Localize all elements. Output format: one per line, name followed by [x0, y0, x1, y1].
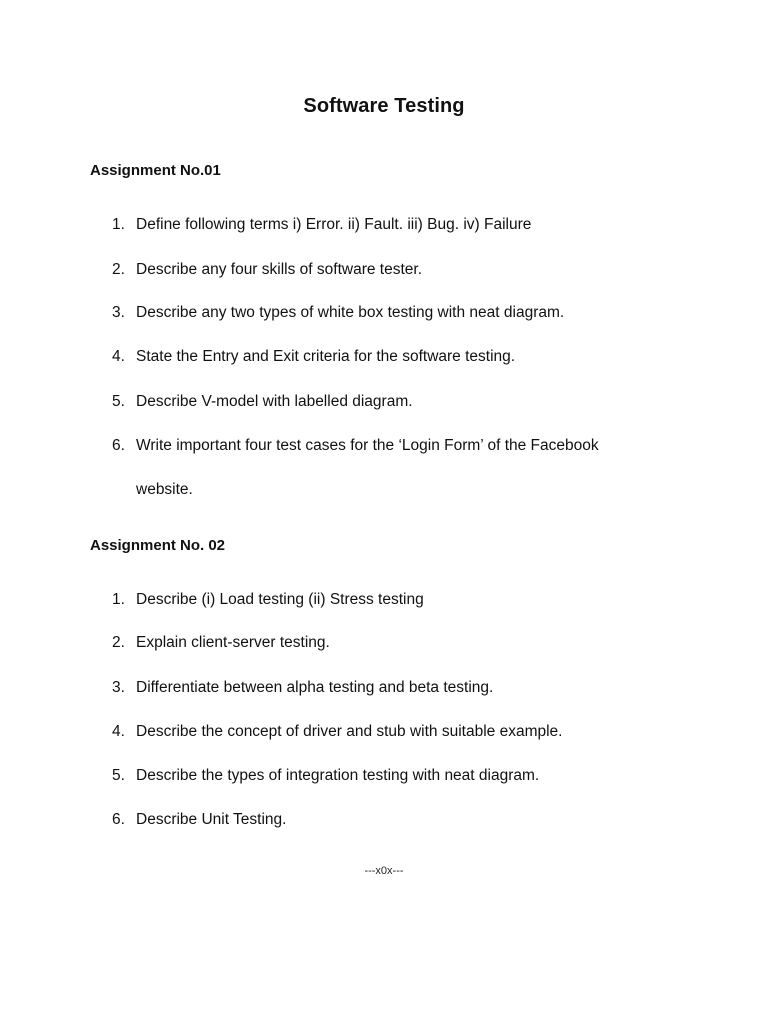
- list-item-number: 3.: [112, 304, 125, 321]
- assignment-1-heading: Assignment No.01: [90, 162, 221, 179]
- list-item-number: 6.: [112, 811, 125, 828]
- list-item-number: 2.: [112, 261, 125, 278]
- list-item-number: 4.: [112, 348, 125, 365]
- list-item-number: 2.: [112, 634, 125, 651]
- list-item-number: 5.: [112, 393, 125, 410]
- list-item-number: 6.: [112, 437, 125, 454]
- list-item-text: Describe the concept of driver and stub with suitable example.: [136, 723, 563, 740]
- page-title: Software Testing: [303, 95, 465, 117]
- list-item-number: 5.: [112, 767, 125, 784]
- list-item-text: Describe V-model with labelled diagram.: [136, 393, 413, 410]
- list-item-text: Write important four test cases for the ‘Login Form’ of the Facebook: [136, 437, 599, 454]
- list-item-number: 1.: [112, 591, 125, 608]
- list-item-number: 1.: [112, 216, 125, 233]
- list-item-text: Describe any two types of white box testing with neat diagram.: [136, 304, 565, 321]
- list-item-number: 3.: [112, 679, 125, 696]
- list-item-text: Describe (i) Load testing (ii) Stress testing: [136, 591, 424, 608]
- end-marker: ---x0x---: [364, 865, 404, 877]
- list-item-text: Explain client-server testing.: [136, 634, 330, 651]
- list-item-text: Differentiate between alpha testing and beta testing.: [136, 679, 494, 696]
- list-item-text: Define following terms i) Error. ii) Fault. iii) Bug. iv) Failure: [136, 216, 532, 233]
- list-item-text: Describe any four skills of software tester.: [136, 261, 423, 278]
- list-item-text: Describe Unit Testing.: [136, 811, 287, 828]
- list-item-number: 4.: [112, 723, 125, 740]
- list-item-text: State the Entry and Exit criteria for the software testing.: [136, 348, 516, 365]
- list-item-text: Describe the types of integration testing with neat diagram.: [136, 767, 540, 784]
- list-item-continuation: website.: [136, 481, 193, 498]
- assignment-2-heading: Assignment No. 02: [90, 537, 226, 554]
